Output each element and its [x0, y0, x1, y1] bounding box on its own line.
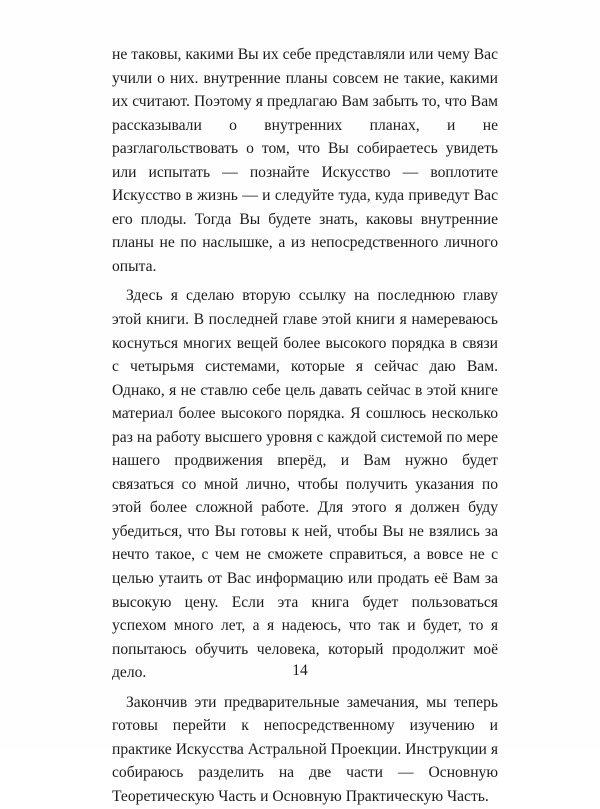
- paragraph-second-reference: Здесь я сделаю вторую ссылку на последнюю главу этой книги. В последней главе этой книги я намереваюсь коснуться многих вещей более высокого порядка в связи с четырьмя системами, которые я сейчас даю Вам. Однако, я не ставлю себе цель давать сейчас в этой книге материал более высокого порядка. Я сошлюсь несколько раз на работу высшего уровня с каждой системой по мере нашего продвижения вперёд, и Вам нужно будет связаться со мной лично, чтобы получить указания по этой более сложной работе. Для этого я должен буду убедиться, что Вы готовы к ней, чтобы Вы не взялись за нечто такое, с чем не сможете справиться, а вовсе не с целью утаить от Вас информацию или продать её Вам за высокую цену. Если эта книга будет пользоваться успехом много лет, а я надеюсь, что так и будет, то я попытаюсь обучить человека, который продолжит моё дело.: [112, 287, 498, 682]
- page-number: 14: [292, 662, 308, 679]
- body-text: [112, 43, 498, 809]
- paragraph-continuation: не таковы, какими Вы их себе представляли или чему Вас учили о них. внутренние планы совсем не такие, какими их считают. Поэтому я предлагаю Вам забыть то, что Вам рассказывали о внутренних планах, и не разглагольствовать о том, что Вы собираетесь увидеть или испытать — познайте Искусство — воплотите Искусство в жизнь — и следуйте туда, куда приведут Вас его плоды. Тогда Вы будете знать, каковы внутренние планы не по наслышке, а из непосредственного личного опыта.: [112, 46, 498, 275]
- paragraph-conclusion: Закончив эти предварительные замечания, мы теперь готовы перейти к непосредственному изучению и практике Искусства Астральной Проекции. Инструкции я собираюсь разделить на две части — Основную Теоретическую Часть и Основную Практическую Часть.: [112, 693, 498, 805]
